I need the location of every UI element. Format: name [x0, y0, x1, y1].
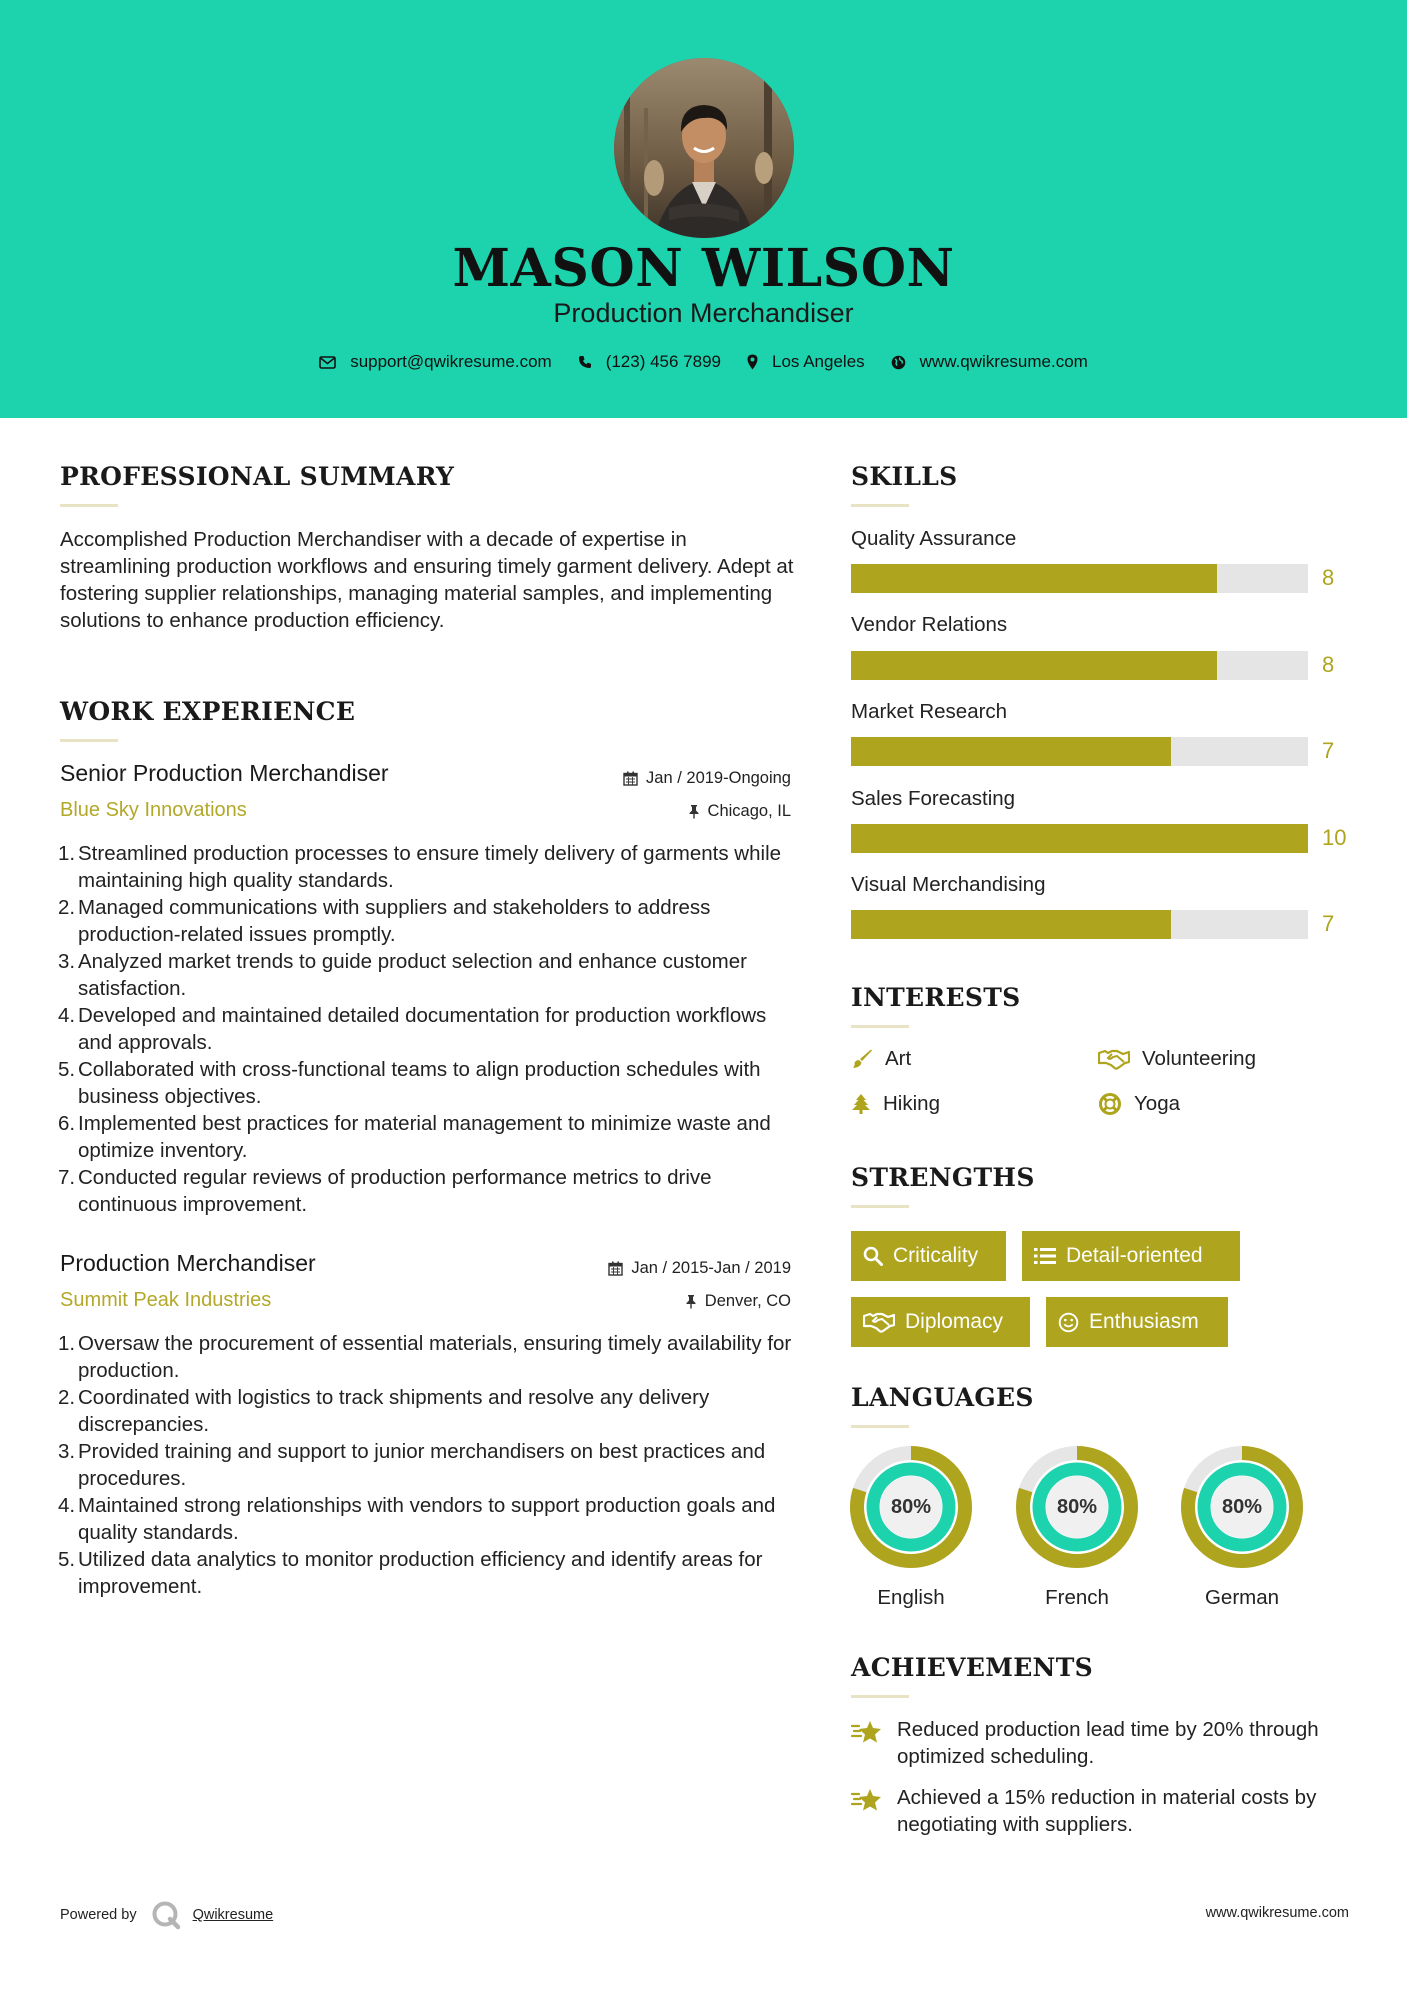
list-item: 4. Maintained strong relationships with vendors to support production goals and quality standards. — [58, 1494, 776, 1544]
list-item: 2. Managed communications with suppliers and stakeholders to address production-related issues promptly. — [58, 896, 711, 946]
resume-header — [0, 0, 1407, 418]
skill-value: 7 — [1322, 911, 1335, 936]
strength-label: Detail-oriented — [1066, 1244, 1203, 1267]
achievements-heading-underline — [851, 1695, 909, 1698]
pushpin-icon — [685, 1294, 697, 1309]
search-icon — [863, 1246, 883, 1266]
interests-heading-underline — [851, 1025, 909, 1028]
language-percent: 80% — [890, 1495, 932, 1518]
handshake-icon — [1098, 1048, 1130, 1070]
skill-bar-fill — [851, 737, 1171, 766]
interest-yoga — [1098, 1092, 1180, 1116]
profile-photo — [614, 58, 794, 238]
list-item: 6. Implemented best practices for material management to minimize waste and optimize inventory. — [58, 1112, 771, 1162]
phone-icon — [578, 355, 592, 369]
job-bullets — [58, 1330, 798, 1600]
skill-name: Visual Merchandising — [851, 873, 1046, 896]
candidate-title: Production Merchandiser — [553, 298, 854, 328]
job-company: Summit Peak Industries — [60, 1289, 272, 1311]
skill-name: Quality Assurance — [851, 527, 1017, 550]
summary-text: Accomplished Production Merchandiser with a decade of expertise in streamlining production workflows and ensuring timely garment delivery. Adept at fostering supplier relationships, managing material samples, and implementing solutions to enhance production efficiency. — [60, 528, 794, 632]
experience-heading: WORK EXPERIENCE — [60, 697, 356, 726]
languages-heading: LANGUAGES — [851, 1383, 1034, 1412]
achievement-text: Achieved a 15% reduction in material costs by negotiating with suppliers. — [897, 1786, 1317, 1836]
interest-volunteering — [1098, 1047, 1256, 1071]
interest-label: Yoga — [1134, 1092, 1180, 1115]
skill-bar — [851, 651, 1308, 680]
job-location-text: Chicago, IL — [707, 802, 791, 820]
strength-label: Criticality — [893, 1244, 979, 1267]
strengths-heading: STRENGTHS — [851, 1163, 1035, 1192]
list-item: 3. Provided training and support to junior merchandisers on best practices and procedures. — [58, 1440, 766, 1490]
skill-bar — [851, 564, 1308, 593]
job-location — [500, 802, 791, 821]
skill-value: 10 — [1322, 825, 1347, 850]
contact-bar — [0, 352, 1407, 372]
job-location-text: Denver, CO — [704, 1292, 791, 1310]
interest-art — [851, 1047, 911, 1071]
strength-label: Enthusiasm — [1089, 1310, 1199, 1333]
achievement-item — [851, 1784, 1351, 1838]
language-english — [850, 1446, 972, 1609]
contact-phone-text: (123) 456 7899 — [605, 352, 722, 371]
job-title: Senior Production Merchandiser — [60, 760, 389, 786]
language-german — [1181, 1446, 1303, 1609]
achievement-text: Reduced production lead time by 20% through optimized scheduling. — [897, 1718, 1319, 1768]
job-bullets — [58, 840, 798, 1218]
paintbrush-icon — [851, 1048, 873, 1070]
list-item: 5. Collaborated with cross-functional teams to align production schedules with business objectives. — [58, 1058, 761, 1108]
handshake-icon — [863, 1311, 895, 1333]
job-company: Blue Sky Innovations — [60, 799, 247, 821]
language-percent: 80% — [1221, 1495, 1263, 1518]
interests-heading: INTERESTS — [851, 983, 1021, 1012]
powered-by-text: Powered by — [60, 1907, 137, 1923]
job-title: Production Merchandiser — [60, 1250, 316, 1276]
skills-heading: SKILLS — [851, 462, 958, 491]
interest-label: Volunteering — [1142, 1047, 1256, 1070]
envelope-icon — [319, 356, 336, 369]
contact-email[interactable] — [319, 352, 552, 372]
contact-phone[interactable] — [578, 352, 721, 372]
list-item: 1. Oversaw the procurement of essential materials, ensuring timely availability for production. — [58, 1332, 792, 1382]
calendar-icon — [608, 1261, 623, 1276]
strengths-heading-underline — [851, 1205, 909, 1208]
job-dates-text: Jan / 2019-Ongoing — [646, 769, 791, 787]
achievements-heading: ACHIEVEMENTS — [851, 1653, 1093, 1682]
achievement-item — [851, 1716, 1351, 1770]
language-percent: 80% — [1056, 1495, 1098, 1518]
strength-tag-criticality — [851, 1231, 1006, 1281]
skill-bar-fill — [851, 564, 1217, 593]
list-item: 2. Coordinated with logistics to track shipments and resolve any delivery discrepancies. — [58, 1386, 710, 1436]
language-name: English — [877, 1586, 945, 1609]
interest-label: Hiking — [883, 1092, 940, 1115]
list-icon — [1034, 1247, 1056, 1265]
skill-value: 7 — [1322, 738, 1335, 763]
smile-icon — [1058, 1312, 1079, 1333]
list-item: 4. Developed and maintained detailed documentation for production workflows and approvals. — [58, 1004, 767, 1054]
tree-icon — [851, 1093, 871, 1115]
experience-heading-underline — [60, 739, 118, 742]
candidate-name: MASON WILSON — [452, 238, 955, 299]
language-name: French — [1045, 1586, 1109, 1609]
language-name: German — [1204, 1586, 1280, 1609]
contact-location — [747, 352, 865, 372]
skill-name: Market Research — [851, 700, 1008, 723]
footer-powered-by — [60, 1900, 273, 1930]
list-item: 5. Utilized data analytics to monitor production efficiency and identify areas for improvement. — [58, 1548, 763, 1598]
skill-value: 8 — [1322, 652, 1335, 677]
languages-heading-underline — [851, 1425, 909, 1428]
list-item: 3. Analyzed market trends to guide product selection and enhance customer satisfaction. — [58, 950, 747, 1000]
contact-website[interactable] — [891, 352, 1088, 372]
qwikresume-link[interactable]: Qwikresume — [192, 1907, 274, 1923]
skill-name: Vendor Relations — [851, 613, 1008, 636]
job-location — [500, 1292, 791, 1311]
skill-bar — [851, 910, 1308, 939]
job-dates-text: Jan / 2015-Jan / 2019 — [631, 1259, 791, 1277]
language-french — [1016, 1446, 1138, 1609]
skill-bar-fill — [851, 824, 1308, 853]
summary-heading-underline — [60, 504, 118, 507]
shooting-star-icon — [851, 1786, 883, 1814]
lifebuoy-icon — [1098, 1092, 1122, 1116]
summary-heading: PROFESSIONAL SUMMARY — [60, 462, 455, 491]
pushpin-icon — [688, 804, 700, 819]
skill-bar-fill — [851, 910, 1171, 939]
strength-label: Diplomacy — [905, 1310, 1004, 1333]
interest-hiking — [851, 1092, 940, 1116]
list-item: 1. Streamlined production processes to ensure timely delivery of garments while maintaining high quality standards. — [58, 842, 782, 892]
globe-icon — [891, 355, 906, 370]
skills-heading-underline — [851, 504, 909, 507]
strength-tag-enthusiasm — [1046, 1297, 1228, 1347]
contact-email-text: support@qwikresume.com — [350, 352, 552, 371]
qwikresume-logo-icon — [151, 1900, 181, 1930]
job-dates — [500, 1259, 791, 1278]
interest-label: Art — [885, 1047, 912, 1070]
list-item: 7. Conducted regular reviews of production performance metrics to drive continuous improvement. — [58, 1166, 712, 1216]
calendar-icon — [623, 771, 638, 786]
skill-bar — [851, 737, 1308, 766]
strength-tag-detail-oriented — [1022, 1231, 1240, 1281]
profile-photo-image — [614, 58, 794, 238]
skill-bar — [851, 824, 1308, 853]
contact-location-text: Los Angeles — [772, 352, 865, 371]
job-dates — [500, 769, 791, 788]
map-pin-icon — [747, 354, 758, 370]
shooting-star-icon — [851, 1718, 883, 1746]
contact-website-text: www.qwikresume.com — [919, 352, 1088, 371]
skill-value: 8 — [1322, 565, 1335, 590]
strength-tag-diplomacy — [851, 1297, 1030, 1347]
footer-website[interactable]: www.qwikresume.com — [1205, 1905, 1349, 1921]
skill-bar-fill — [851, 651, 1217, 680]
skill-name: Sales Forecasting — [851, 787, 1016, 810]
